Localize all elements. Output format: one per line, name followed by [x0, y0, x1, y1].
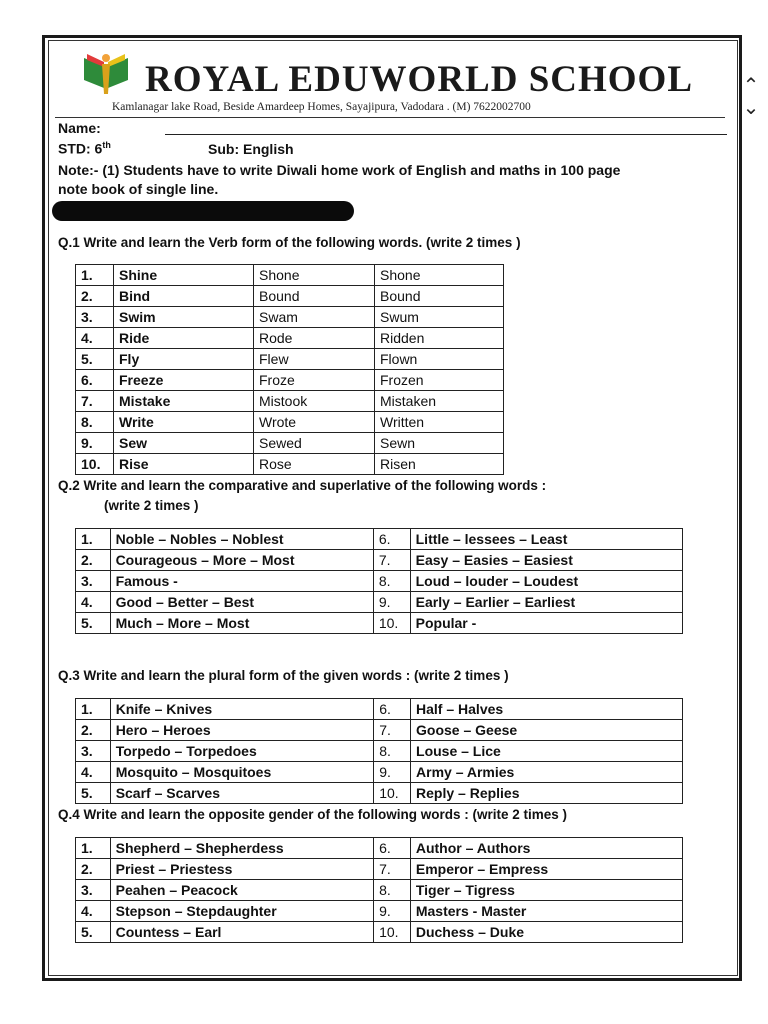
school-logo [80, 50, 132, 96]
table-cell: 10. [373, 613, 410, 634]
table-cell: Easy – Easies – Easiest [410, 550, 682, 571]
table-cell: 9. [374, 901, 411, 922]
table-cell: 3. [76, 741, 111, 762]
table-cell: Army – Armies [411, 762, 683, 783]
table-cell: Good – Better – Best [110, 592, 373, 613]
table-cell: Flew [254, 349, 375, 370]
table-cell: Tiger – Tigress [410, 880, 682, 901]
table-cell: Swim [114, 307, 254, 328]
table-cell: 2. [76, 286, 114, 307]
table-cell: 7. [374, 720, 411, 741]
table-cell: Countess – Earl [110, 922, 373, 943]
table-cell: Rode [254, 328, 375, 349]
table-cell: 6. [374, 838, 411, 859]
table-cell: 6. [374, 699, 411, 720]
table-cell: Froze [254, 370, 375, 391]
table-row [76, 328, 504, 349]
table-cell: Noble – Nobles – Noblest [110, 529, 373, 550]
table-cell: 2. [76, 859, 111, 880]
table-row [76, 901, 683, 922]
table-cell: Torpedo – Torpedoes [110, 741, 374, 762]
table-cell: Louse – Lice [411, 741, 683, 762]
table-cell: Bound [375, 286, 504, 307]
table-row [76, 838, 683, 859]
page-scroll-control[interactable] [736, 75, 766, 125]
table-cell: Flown [375, 349, 504, 370]
redaction-bar [52, 201, 354, 221]
table-cell: Famous - [110, 571, 373, 592]
table-cell: 5. [76, 783, 111, 804]
q2-title: Q.2 Write and learn the comparative and superlative of the following words : [58, 478, 547, 493]
chevron-up-icon[interactable]: ⌃ [742, 75, 760, 97]
table-cell: Hero – Heroes [110, 720, 374, 741]
table-cell: Courageous – More – Most [110, 550, 373, 571]
table-row [76, 529, 683, 550]
table-cell: Wrote [254, 412, 375, 433]
table-cell: Write [114, 412, 254, 433]
table-cell: 7. [76, 391, 114, 412]
table-cell: 1. [76, 838, 111, 859]
table-cell: Frozen [375, 370, 504, 391]
table-row [76, 307, 504, 328]
table-cell: Swam [254, 307, 375, 328]
q1-title: Q.1 Write and learn the Verb form of the following words. (write 2 times ) [58, 235, 521, 250]
table-cell: Much – More – Most [110, 613, 373, 634]
table-cell: 2. [76, 550, 111, 571]
q2-title-times: (write 2 times ) [104, 498, 199, 513]
table-cell: 1. [76, 265, 114, 286]
table-row [76, 880, 683, 901]
table-cell: 7. [373, 550, 410, 571]
table-row [76, 783, 683, 804]
school-address: Kamlanagar lake Road, Beside Amardeep Homes, Sayajipura, Vadodara . (M) 7622002700 [112, 101, 531, 113]
table-row [76, 741, 683, 762]
subject-label: Sub: English [208, 141, 294, 157]
school-name: ROYAL EDUWORLD SCHOOL [145, 59, 694, 100]
table-cell: 3. [76, 880, 111, 901]
table-cell: 3. [76, 571, 111, 592]
table-row [76, 550, 683, 571]
table-cell: 10. [374, 783, 411, 804]
table-row [76, 265, 504, 286]
table-cell: 4. [76, 762, 111, 783]
name-label: Name: [58, 120, 101, 136]
table-cell: 8. [76, 412, 114, 433]
note-line-1: Note:- (1) Students have to write Diwali home work of English and maths in 100 page [58, 162, 621, 178]
table-cell: Half – Halves [411, 699, 683, 720]
table-row [76, 412, 504, 433]
table-row [76, 286, 504, 307]
table-row [76, 454, 504, 475]
table-cell: Mistake [114, 391, 254, 412]
table-cell: 6. [76, 370, 114, 391]
name-underline [165, 134, 727, 135]
q3-title: Q.3 Write and learn the plural form of the given words : (write 2 times ) [58, 668, 509, 683]
table-row [76, 370, 504, 391]
table-cell: Bind [114, 286, 254, 307]
table-cell: Peahen – Peacock [110, 880, 373, 901]
table-row [76, 592, 683, 613]
table-cell: Priest – Priestess [110, 859, 373, 880]
table-cell: Shine [114, 265, 254, 286]
table-cell: 6. [373, 529, 410, 550]
table-row [76, 922, 683, 943]
table-cell: 10. [374, 922, 411, 943]
table-cell: Loud – louder – Loudest [410, 571, 682, 592]
table-cell: Early – Earlier – Earliest [410, 592, 682, 613]
gender-table [75, 837, 683, 943]
table-cell: Reply – Replies [411, 783, 683, 804]
table-cell: 8. [374, 741, 411, 762]
table-cell: Mistaken [375, 391, 504, 412]
table-cell: Emperor – Empress [410, 859, 682, 880]
table-row [76, 859, 683, 880]
note-line-2: note book of single line. [58, 181, 219, 197]
table-cell: Sewed [254, 433, 375, 454]
table-cell: Duchess – Duke [410, 922, 682, 943]
table-row [76, 720, 683, 741]
table-cell: Stepson – Stepdaughter [110, 901, 373, 922]
table-cell: Shone [375, 265, 504, 286]
table-cell: 5. [76, 349, 114, 370]
table-cell: Goose – Geese [411, 720, 683, 741]
table-cell: Fly [114, 349, 254, 370]
comparative-table [75, 528, 683, 634]
table-cell: 9. [373, 592, 410, 613]
table-cell: 1. [76, 529, 111, 550]
header-divider [55, 117, 725, 118]
table-cell: Written [375, 412, 504, 433]
table-cell: Sewn [375, 433, 504, 454]
table-row [76, 699, 683, 720]
table-cell: Little – lessees – Least [410, 529, 682, 550]
verb-form-table [75, 264, 504, 475]
table-cell: Rose [254, 454, 375, 475]
table-cell: 2. [76, 720, 111, 741]
table-row [76, 349, 504, 370]
table-cell: 10. [76, 454, 114, 475]
table-cell: Sew [114, 433, 254, 454]
table-cell: 4. [76, 592, 111, 613]
table-cell: Popular - [410, 613, 682, 634]
table-cell: Ride [114, 328, 254, 349]
table-cell: Ridden [375, 328, 504, 349]
table-cell: 8. [373, 571, 410, 592]
table-cell: 8. [374, 880, 411, 901]
table-cell: 4. [76, 901, 111, 922]
table-cell: Freeze [114, 370, 254, 391]
std-field [58, 140, 111, 157]
table-cell: Bound [254, 286, 375, 307]
table-row [76, 391, 504, 412]
table-cell: 3. [76, 307, 114, 328]
table-cell: 1. [76, 699, 111, 720]
table-cell: 9. [76, 433, 114, 454]
q4-title: Q.4 Write and learn the opposite gender of the following words : (write 2 times ) [58, 807, 568, 822]
chevron-down-icon[interactable]: ⌄ [742, 97, 760, 119]
table-cell: Mistook [254, 391, 375, 412]
table-cell: 5. [76, 922, 111, 943]
table-cell: Risen [375, 454, 504, 475]
table-cell: 5. [76, 613, 111, 634]
table-row [76, 571, 683, 592]
table-cell: Swum [375, 307, 504, 328]
table-row [76, 433, 504, 454]
table-row [76, 762, 683, 783]
table-cell: 7. [374, 859, 411, 880]
table-cell: Scarf – Scarves [110, 783, 374, 804]
table-cell: Rise [114, 454, 254, 475]
table-cell: Shepherd – Shepherdess [110, 838, 373, 859]
table-cell: Shone [254, 265, 375, 286]
table-cell: Mosquito – Mosquitoes [110, 762, 374, 783]
table-cell: 9. [374, 762, 411, 783]
std-label: STD: 6 [58, 140, 103, 157]
table-cell: Masters - Master [410, 901, 682, 922]
table-cell: Knife – Knives [110, 699, 374, 720]
plural-table [75, 698, 683, 804]
table-row [76, 613, 683, 634]
std-superscript: th [102, 140, 111, 150]
table-cell: 4. [76, 328, 114, 349]
table-cell: Author – Authors [410, 838, 682, 859]
